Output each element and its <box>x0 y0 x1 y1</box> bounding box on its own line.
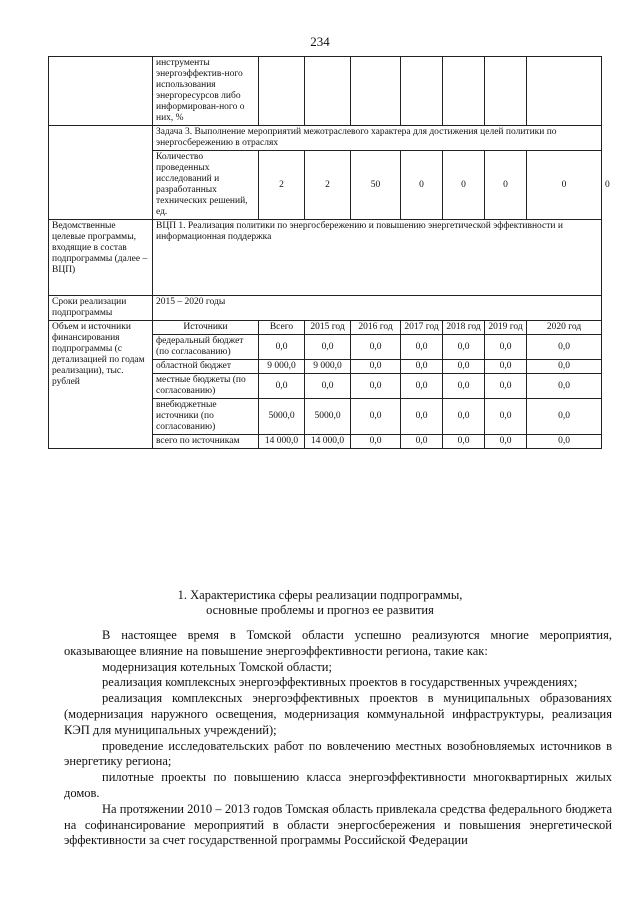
terms-value: 2015 – 2020 годы <box>153 296 602 321</box>
paragraph: В настоящее время в Томской области успешно реализуются многие мероприятия, оказывающее влияние на повышение энергоэффективности региона, такие как: <box>64 628 612 658</box>
passport-table <box>48 56 610 449</box>
paragraph: модернизация котельных Томской области; <box>102 659 332 674</box>
section-title: 1. Характеристика сферы реализации подпрограммы, основные проблемы и прогноз ее развития <box>177 588 463 617</box>
vcp-label: Ведомственные целевые программы, входящие в состав подпрограммы (далее – ВЦП) <box>49 220 153 296</box>
table-row <box>49 57 602 126</box>
table-row: Объем и источники финансирования подпрограммы (с детализацией по годам реализации), тыс. рублей Источники Всего 2015 год 2016 год 2017 год 2018 год 2019 год 2020 год <box>49 321 602 335</box>
body-text <box>64 628 612 849</box>
finance-label: Объем и источники финансирования подпрограммы (с детализацией по годам реализации), тыс. рублей <box>49 321 153 449</box>
page-number: 234 <box>310 34 330 49</box>
table-row: областной бюджет 9 000,0 9 000,0 0,0 0,0 0,0 0,0 0,0 <box>49 360 602 374</box>
paragraph: пилотные проекты по повышению класса энергоэффективности многоквартирных жилых домов. <box>64 770 612 800</box>
table-row <box>49 126 602 151</box>
indicator-label: Количество проведенных исследований и разработанных технических решений, ед. <box>153 151 259 220</box>
table-row: федеральный бюджет (по согласованию) 0,0 0,0 0,0 0,0 0,0 0,0 0,0 <box>49 335 602 360</box>
vcp-value: ВЦП 1. Реализация политики по энергосбережению и повышению энергетической эффективности и информационная поддержка <box>153 220 602 296</box>
table-row: Количество проведенных исследований и разработанных технических решений, ед. 2 2 50 0 0 0 0 0 <box>49 151 602 220</box>
paragraph: На протяжении 2010 – 2013 годов Томская область привлекала средства федерального бюджета на софинансирование мероприятий в области энергосбережения и повышения энергетической эффективности за счет государственной программы Российской Федерации <box>64 801 612 848</box>
table-row: местные бюджеты (по согласованию) 0,0 0,0 0,0 0,0 0,0 0,0 0,0 <box>49 374 602 399</box>
paragraph: проведение исследовательских работ по вовлечению местных возобновляемых источников в энергетику региона; <box>64 738 612 769</box>
task-3-cell: Задача 3. Выполнение мероприятий межотраслевого характера для достижения целей политики по энергосбережению в отраслях <box>153 126 602 151</box>
table-row <box>49 220 602 296</box>
indicator-cell: инструменты энергоэффектив-ного использования энергоресурсов либо информирован-ного о них, % <box>153 57 259 126</box>
table-row <box>49 296 602 321</box>
terms-label: Сроки реализации подпрограммы <box>49 296 153 321</box>
table-row: всего по источникам 14 000,0 14 000,0 0,0 0,0 0,0 0,0 0,0 <box>49 435 602 449</box>
paragraph: реализация комплексных энергоэффективных проектов в муниципальных образованиях (модернизация наружного освещения, модернизация коммунальной инфраструктуры, реализация КЭП для муниципальных учреждений); <box>64 691 612 737</box>
table-row: внебюджетные источники (по согласованию) 5000,0 5000,0 0,0 0,0 0,0 0,0 0,0 <box>49 399 602 435</box>
paragraph: реализация комплексных энергоэффективных проектов в государственных учреждениях; <box>102 675 578 690</box>
